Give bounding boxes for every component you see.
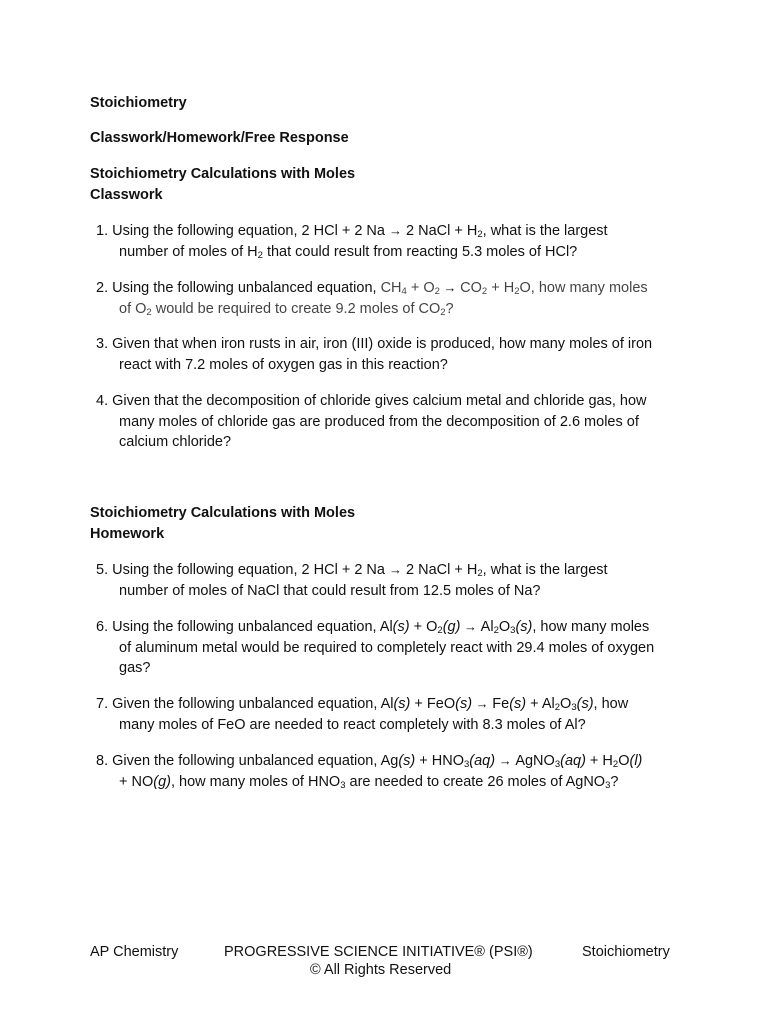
- arrow-icon: →: [439, 280, 461, 295]
- homework-label: Homework: [90, 526, 165, 542]
- question-3: 3. Given that when iron rusts in air, iron (III) oxide is produced, how many moles of iron react with 7.2 moles of oxygen gas in this reaction?: [96, 336, 653, 373]
- arrow-icon: →: [472, 696, 493, 711]
- arrow-icon: →: [389, 562, 402, 577]
- question-4: 4. Given that the decomposition of chloride gives calcium metal and chloride gas, how many moles of chloride gas are produced from the decomposition of 2.6 moles of calcium chloride?: [96, 393, 647, 450]
- question-6: 6. Using the following unbalanced equation, $Al(s) + O_2(g) \to Al_2O_3(s)$, how many moles of aluminum metal would be required to completely react with 29.4 moles of oxygen gas?: [96, 619, 655, 676]
- question-7: 7. Given the following unbalanced equation, $Al(s) + FeO(s) \to Fe(s) + Al_2O_3(s)$, how many moles of FeO are needed to react completely with 8.3 moles of Al?: [96, 696, 629, 733]
- question-number: 2.: [96, 280, 109, 296]
- classwork-label: Classwork: [90, 187, 163, 203]
- footer-copyright: © All Rights Reserved: [310, 962, 452, 978]
- question-number: 4.: [96, 393, 109, 409]
- arrow-icon: →: [389, 223, 402, 238]
- arrow-icon: →: [495, 753, 516, 768]
- question-number: 8.: [96, 753, 109, 769]
- question-1: 1. Using the following equation, 2 HCl + 2 Na → 2 NaCl + $H_2$, what is the largest number of moles of $H_2$ that could result from reacting 5.3 moles of HCl?: [96, 223, 608, 261]
- document-title: Stoichiometry: [90, 95, 187, 111]
- question-number: 7.: [96, 696, 109, 712]
- footer-course: AP Chemistry: [90, 944, 179, 960]
- question-5: 5. Using the following equation, 2 HCl + 2 Na → 2 NaCl + $H_2$, what is the largest number of moles of NaCl that could result from 12.5 moles of Na?: [96, 562, 608, 599]
- question-number: 3.: [96, 336, 109, 352]
- question-number: 5.: [96, 562, 109, 578]
- question-2: 2. Using the following unbalanced equation, $CH_4 + O_2 \to CO_2 + H_2O$, how many moles of $O_2$ would be required to create 9.2 moles of $CO_2$?: [96, 280, 648, 318]
- question-8: 8. Given the following unbalanced equation, $Ag(s) + HNO_3(aq)$ → AgNO$_3$(aq) + $H_2O(l)$ + NO(g), how many moles of $HNO_3$ are needed to create 26 moles of AgNO$_3$?: [96, 753, 643, 791]
- document-subtitle: Classwork/Homework/Free Response: [90, 130, 349, 146]
- question-number: 6.: [96, 619, 109, 635]
- arrow-icon: →: [460, 619, 481, 634]
- homework-heading: Stoichiometry Calculations with Moles: [90, 505, 356, 521]
- question-number: 1.: [96, 223, 109, 239]
- classwork-heading: Stoichiometry Calculations with Moles: [90, 166, 356, 182]
- footer-publisher: PROGRESSIVE SCIENCE INITIATIVE® (PSI®): [224, 944, 533, 960]
- footer-topic: Stoichiometry: [582, 944, 670, 960]
